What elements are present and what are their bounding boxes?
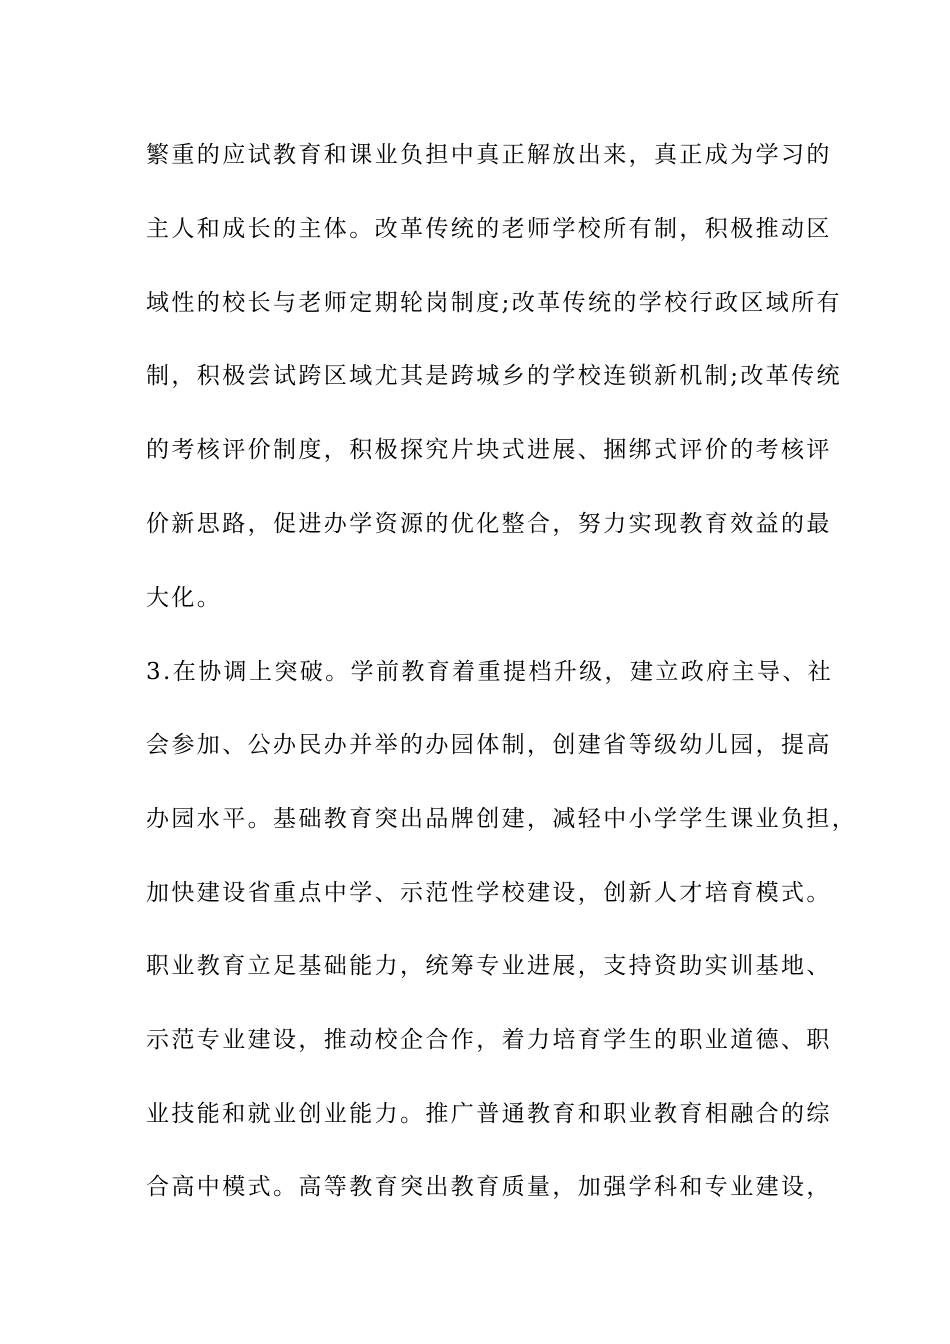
text-line: 职业教育立足基础能力，统筹专业进展，支持资助实训基地、	[146, 953, 832, 979]
text-line: 会参加、公办民办并举的办园体制，创建省等级幼儿园，提高	[146, 732, 832, 758]
section-heading-line: 3.在协调上突破。学前教育着重提档升级，建立政府主导、社	[146, 659, 834, 685]
text-line: 主人和成长的主体。改革传统的老师学校所有制，积极推动区	[146, 216, 832, 242]
text-line: 业技能和就业创业能力。推广普通教育和职业教育相融合的综	[146, 1101, 832, 1127]
text-line: 加快建设省重点中学、示范性学校建设，创新人才培育模式。	[146, 880, 832, 906]
text-line: 价新思路，促进办学资源的优化整合，努力实现教育效益的最	[146, 511, 832, 537]
text-line: 域性的校长与老师定期轮岗制度;改革传统的学校行政区域所有	[146, 290, 842, 316]
text-line: 合高中模式。高等教育突出教育质量，加强学科和专业建设，	[146, 1174, 832, 1200]
text-line: 的考核评价制度，积极探究片块式进展、捆绑式评价的考核评	[146, 437, 832, 463]
text-line: 办园水平。基础教育突出品牌创建，减轻中小学学生课业负担，	[146, 806, 858, 832]
text-line: 繁重的应试教育和课业负担中真正解放出来，真正成为学习的	[146, 142, 832, 168]
text-line: 制，积极尝试跨区域尤其是跨城乡的学校连锁新机制;改革传统	[146, 363, 842, 389]
text-line: 大化。	[146, 585, 223, 611]
text-line: 示范专业建设，推动校企合作，着力培育学生的职业道德、职	[146, 1027, 832, 1053]
